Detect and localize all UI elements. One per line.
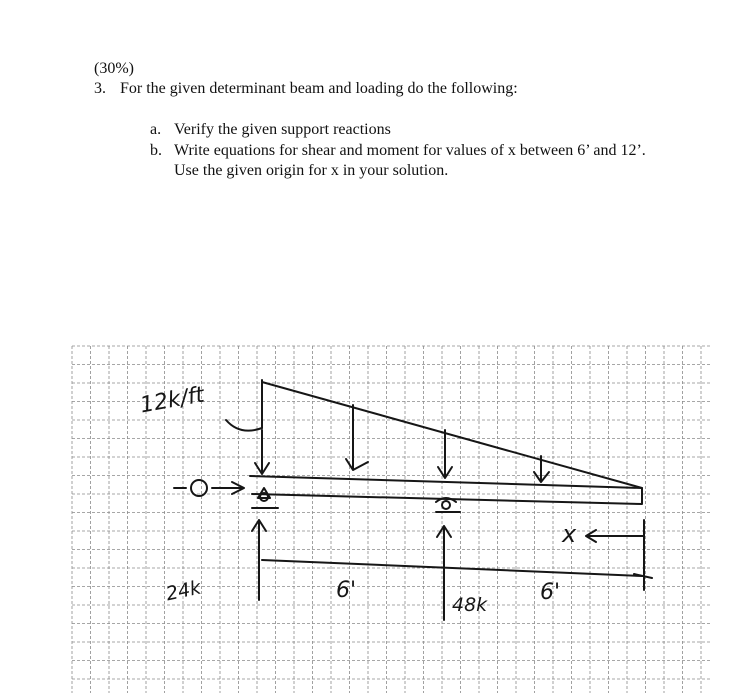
part-b-text: Write equations for shear and moment for values of x between 6’ and 12’. <box>174 142 646 159</box>
part-a-marker: a. <box>150 121 162 138</box>
origin-arrow <box>174 482 244 494</box>
load-triangle-outline <box>262 380 642 488</box>
left-reaction-label: 24k <box>163 576 203 606</box>
problem-weight: (30%) <box>94 60 134 77</box>
load-intensity-label: 12k/ft <box>138 382 207 419</box>
pin-support-left <box>252 488 278 508</box>
part-a-text: Verify the given support reactions <box>174 121 391 138</box>
part-b-marker: b. <box>150 142 162 159</box>
right-reaction-label: 48k <box>452 594 488 616</box>
load-arrow-4 <box>534 456 549 482</box>
part-b-continued: Use the given origin for x in your solution. <box>174 162 449 179</box>
right-reaction-arrow <box>437 526 451 620</box>
left-span-label: 6' <box>336 578 357 603</box>
x-variable-label: x <box>562 520 577 548</box>
load-arrow-3 <box>438 430 452 478</box>
x-arrow <box>586 530 644 542</box>
right-span-label: 6' <box>540 580 561 605</box>
problem-statement: For the given determinant beam and loading do the following: <box>120 80 518 97</box>
beam-drawing <box>174 380 652 620</box>
beam <box>250 476 642 504</box>
problem-number: 3. <box>94 80 106 97</box>
